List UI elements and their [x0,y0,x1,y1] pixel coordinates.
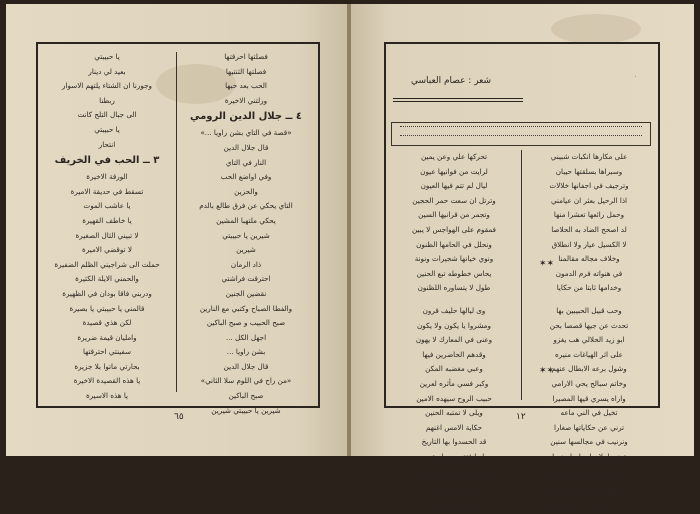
left-page [6,4,349,456]
poem-line: يا حبيبتي [94,52,120,61]
poem-line: ومشروا يا يكون ولا يكون [417,320,491,330]
poem-line: وعنى في المعارك لا يهون [415,335,493,345]
poem-line: يا خاطف القهيرة [82,215,132,225]
poem-line: على اثر الهياغات منيره [555,349,623,359]
poem-line: وخلاف مجاله مقالمنا [558,254,620,264]
poem-line: الحب بعد حبها [225,81,267,91]
poem-line: «قصة في التاي بشن راويا ...» [200,128,292,138]
intro-line [400,126,642,132]
poem-line: يا حبيبتي [94,124,120,134]
poem-line: وخاتم سبالح يحي الارامي [551,378,627,388]
poem-line: وقدهم الحاضرين فيها [422,349,486,359]
poem-line: وسبراها بسلقتها حيبان [555,166,623,176]
poem-line: تحدث عن جيها قصصا بحن [549,320,629,330]
poem-line: ونحلل في الحامها الظنون [416,239,492,249]
poem-line: صبح الحبيب و صبح الباكين [206,318,286,328]
poem-line: حبيب الروح سيهده الامين [416,393,492,403]
section-heading: ٣ ــ الحب في الخريف [54,155,160,167]
poem-line: لا توقضي الاميرة [82,245,132,255]
poem-line: وحمل رائعها تعشرا منها [553,210,625,220]
poem-line: تحدثت عن جدود ... عن جدود [545,501,633,511]
poem-line: يا هذه الاسيرة [85,391,129,401]
poem-line: فصلتها الثنتيها [225,66,267,76]
poem-line: وشول برعه الابطال عنهم [551,364,627,374]
poem-line: عن الجزار لـواء العنون [420,487,488,497]
poem-line: انتحار [98,139,116,149]
poem-line: وترتل ان سعت حمر الحجين [412,195,496,205]
poem-line: في هنواته فرم الدمون [555,268,623,278]
poem-line: لد اصحح الضاد به الحلاصا [551,224,627,234]
poem-line: والفطا الصباح وكتبي مع النارين [199,303,293,313]
poem-line: قد الحسدوا بها التاريخ [421,437,487,447]
poem-line: ترني احلامها صاروا جنودا [552,451,626,461]
poem-line: على مكارها انكبات شبيني [550,152,628,161]
poem-line: تحركها علي وعن يمين [420,152,488,161]
poem-line: شيرين [236,245,256,255]
poem-line: يا هذه القصيدة الاخيرة [73,376,141,386]
title-rule [393,101,523,102]
poem-line: الورقة الاخيرة [86,172,128,182]
poem-line: وى ليالها حليف قرون [422,305,486,315]
intro-note-box [391,122,651,146]
poem-line: اذا الرحيل بعثر ان عيامني [550,195,628,205]
poem-line: صبح الباكين [228,391,264,401]
poem-line: ليها فتقوم جبيل عين [423,451,485,461]
paper-stain [551,14,641,44]
poem-line: «من راح في اللوم سلا الثاني» [200,376,292,386]
poem-line: حملت الى شراجيني الظلم الضفيرة [54,259,160,269]
poem-line: وترجيف في اجفانها خلالات [549,181,629,191]
poem-line: تخيل في الني ماعه [560,408,618,418]
poem-line: سفينتي احترقتها [82,347,132,357]
spacer [527,296,651,304]
book-spread [6,4,694,511]
poem-line: ونوي خيانها شجيرات ونونة [414,254,494,264]
poem-line: وعنت لخا من التاريخ شتى [550,472,628,482]
poem-line: وعبي مغضبه المكن [425,364,483,374]
poem-line: قال جلال الدين [223,361,269,371]
poem-line: حكاية الامس اغنهم [425,422,483,432]
poem-line: والحزين [234,186,258,196]
poem-line: شيرين يا حبيبتي شيرين [211,405,281,415]
poem-line: وحب قبيل الحبيبين بها [556,305,622,315]
poem-line: فمقوم على الهواجس لا يبين [412,224,496,234]
poem-line: قالمني يا حبيبتي يا بصيرة [69,303,145,313]
poem-line: الى جبال التلج كانت [77,110,137,120]
poem-line: وامليان قيمة ضريرة [77,332,137,342]
poem-line: يسوع طالة وصوا قليل [421,501,487,511]
poem-line: ليال لم تتم فيها العيون [420,181,488,191]
column-divider [176,52,177,392]
poem-line: بشن راويا ... [226,347,266,357]
poem-title [635,67,636,105]
poem-line: ونرنيب في مجالسها سنين [550,437,628,447]
poem-line: فصلتها احرقتها [224,52,268,61]
poem-line: بحارتي ماتوا بلا جزيرة [74,361,140,371]
right-page [351,4,694,511]
poem-line: قال جلال الدين [223,142,269,152]
poem-line: لرايت من فوانيها عيون [420,166,488,176]
poem-line: ويلى لا تمتبه الحنين [425,408,483,418]
poem-line: من الاتراك لم عطوا وحلوا [550,487,628,497]
poem-byline: شعر : عصام العباسي [411,76,492,86]
poem-column-right [527,150,651,514]
poem-line: نقضين الجنين [225,288,267,298]
page-number: ١٢ [516,412,526,422]
page-number: ٦٥ [174,412,184,422]
poem-line: ورلتني الاخيرة [224,95,268,105]
stanza-divider-stars: ✶✶ [539,366,555,376]
spacer [391,296,517,304]
poem-line: وجورنا ان الشتاء يلتهم الاسوار [62,81,152,91]
poem-column-rumi [181,50,311,418]
section-heading: ٤ ــ جلال الدين الرومي [190,111,302,123]
poem-line: ربطنا [99,95,115,105]
poem-line: احترقت فراشتي [221,274,271,284]
poem-line: ترني عن حكاياتها صغارا [553,422,625,432]
poem-line: تسقط في حديقة الاميرة [70,186,144,196]
poem-line: طول لا يتساوره اللظنون [417,283,491,293]
poem-line: يحاس خطوطه تبع الحنين [416,268,492,278]
poem-column-autumn [42,50,172,404]
poem-line: ابو زيد الحلالي هب يغزو [553,335,625,345]
intro-line [400,135,642,141]
poem-line: بعيد لي دينار [88,66,126,76]
poem-line: وكبر فسي مأثره لعرين [419,378,489,388]
poem-line: واراه يسري قيها المصيرا [552,393,626,403]
poem-line: ودربني فاقا بودان في الظهيرة [62,288,152,298]
poem-line: شيرين يا حبيبتي [222,230,270,240]
poem-line: التاي يحكي عن فرق طالع بالدم [199,201,293,211]
poem-line: لكن هذي قصيدة [82,318,132,328]
poem-line: يا عاشب الموت [83,201,131,211]
poem-line: وتجمر من قرانيها السين [418,210,490,220]
poem-column-left [391,150,517,514]
column-divider [521,150,522,400]
poem-line: النار في التاي [225,157,267,167]
poem-line: اجهل الكل ... [225,332,267,342]
poem-line: ذاد الرمان [230,259,262,269]
poem-line: وفي اواضع الحب [220,172,272,182]
poem-title-calligraphy [531,59,636,109]
title-rule [393,98,523,99]
poem-line: بيها الحدث الرر او العزين [416,472,492,482]
poem-line: لا الكسيل عيار ولا انطلاق [551,239,627,249]
poem-line: والحمني الايلة الكثيرة [75,274,139,284]
stanza-divider-stars: ✶✶ [539,259,555,269]
poem-line: وخدامها ثابتا من حكايا [556,283,622,293]
poem-line: يحكي ملتهبا المشين [216,215,276,225]
poem-line: لا تبيني الثال الصغيرة [75,230,139,240]
